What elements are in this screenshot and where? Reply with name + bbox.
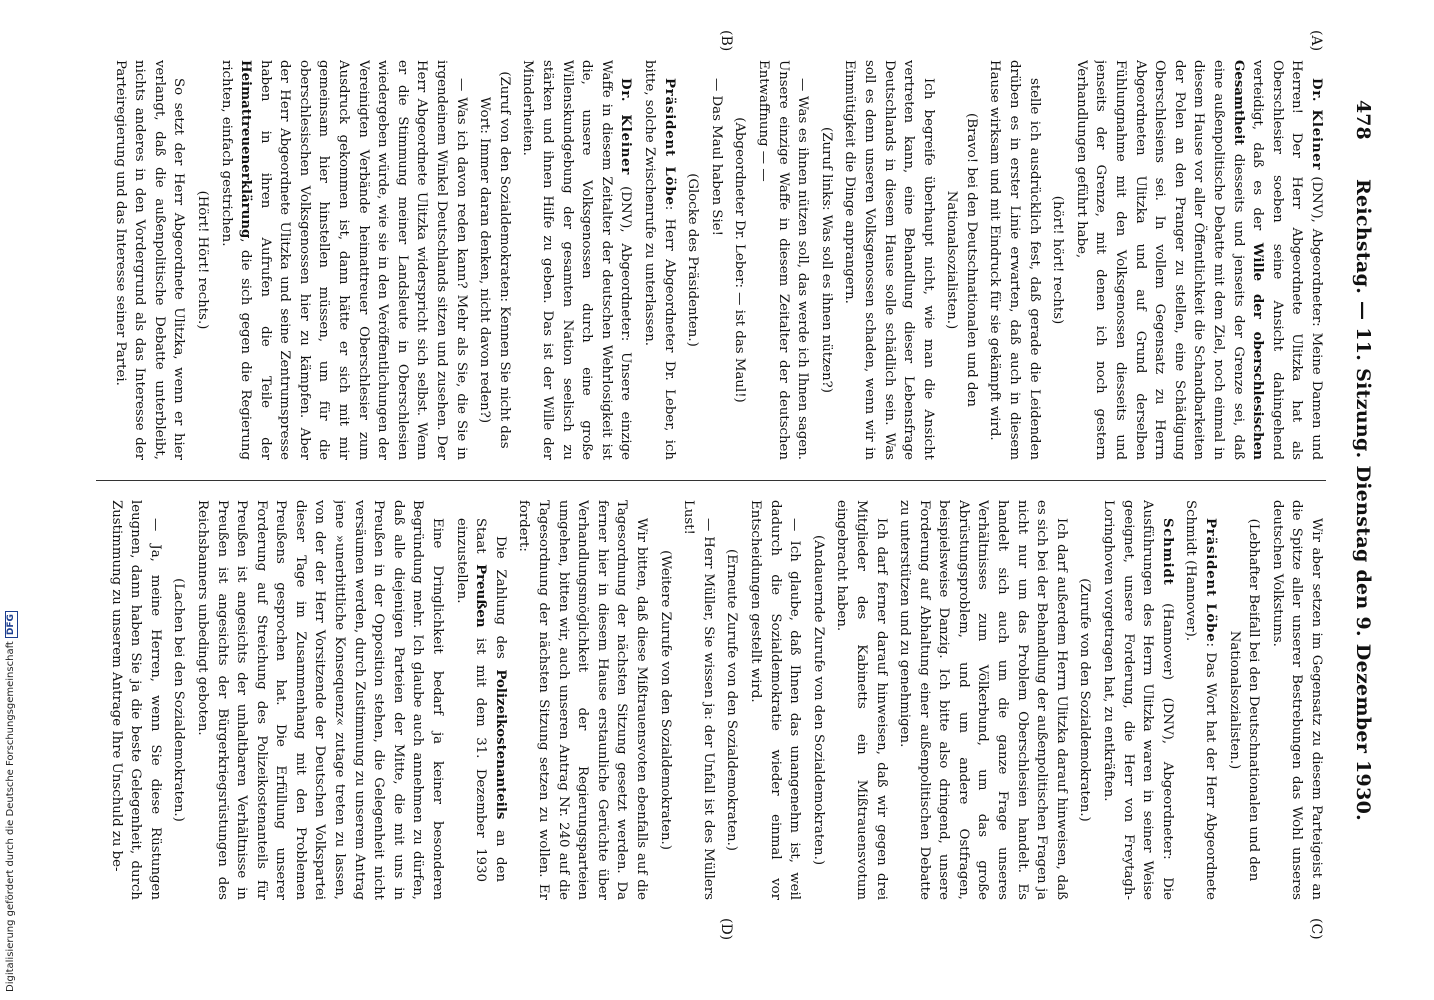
paragraph: Wir bitten, daß diese Mißtrauensvoten ebenfalls auf die Tagesordnung der nächsten Sitzung gesetzt werden. Da ferner hier in diesem Hause erstaunliche Gerüchte über Verhandlungsmöglichkeit der Regierungsparteien umgehen, bitten wir, auch unseren Antrag Nr. 240 auf die Tagesordnung der nächsten Sitzung setzen zu wollen. Er fordert:	[516, 500, 649, 900]
interjection: (Weitere Zurufe von den Sozialdemokraten.)	[657, 550, 673, 850]
paragraph: — Herr Müller, Sie wissen ja: der Unfall ist des Müllers Lust!	[681, 500, 716, 900]
paragraph: Ich darf ferner darauf hinweisen, daß wir gegen drei Mitglieder des Kabinetts ein Mißtrauensvotum eingebracht haben.	[834, 500, 889, 900]
speaker-name: Präsident Löbe	[661, 78, 677, 206]
right-column	[66, 500, 1326, 900]
paragraph-text: , die sich gegen die Regierung richten, einfach gestrichen.	[218, 60, 254, 460]
paragraph	[1098, 500, 1176, 900]
paragraph-text: : Herr Abgeordneter Dr. Leber, ich bitte, solche Zwischenrufe zu unterlassen.	[642, 60, 677, 460]
interjection: (Lebhafter Beifall bei den Deutschnationalen und den Nationalsozialisten.)	[1226, 518, 1262, 882]
paragraph-text: ist mit dem 31. Dezember 1930 einzustellen.	[453, 518, 489, 882]
paragraph-text: diesseits und jenseits der Grenze sei, daß eine außenpolitische Debatte mit dem Ziel, noch einmal in diesem Hause vor aller Öffentlichkeit die Schandbarkeiten der Polen an den Pranger zu stellen, eine Schädigung Oberschlesiens sei. In vollem Gegensatz zu Herrn Abgeordneten Ulitzka und auf Grund derselben Fühlungnahme mit den Volksgenossen diesseits und jenseits der Grenze, mit denen ich noch gestern Verhandlungen geführt habe,	[1073, 60, 1246, 460]
paragraph: — Ja, meine Herren, wenn Sie diese Rüstungen leugnen, dann haben Sie ja die beste Gelegenheit, durch Zustimmung zu unserem Antrage Ihre Unschuld zu be-	[108, 500, 163, 900]
interjection: (Erneute Zurufe von den Sozialdemokraten.)	[724, 549, 740, 851]
margin-mark-b: (B)	[718, 30, 734, 52]
paragraph-text: (DNV), Abgeordneter: Unsere einzige Waffe in diesem Zeitalter der deutschen Wehrlosigkeit ist die, unsere Volksgenossen durch eine große Willenskundgebung der gesamten Nation seelisch zu stärken und ihnen Hilfe zu geben. Das ist der Wille der Minderheiten.	[520, 60, 634, 460]
interjection: (Andauernde Zurufe von den Sozialdemokraten.)	[810, 534, 826, 866]
speaker-name: Schmidt	[1159, 518, 1175, 586]
paragraph-text: Die Zahlung des	[492, 536, 508, 670]
interjection: (Hört! Hört! rechts.)	[194, 190, 210, 330]
digitization-credit	[4, 592, 18, 992]
margin-mark-a: (A)	[1308, 30, 1324, 52]
speaker-name: Präsident Löbe	[1203, 518, 1219, 643]
paragraph: Ich darf außerdem Herrn Ulitzka darauf hinweisen, daß es sich bei der Behandlung der außenpolitischen Fragen ja nicht nur um das Problem Oberschlesien handelt. Es handelt sich auch um die ganze Frage unseres Verhältnisses zum Völkerbund, um das große Abrüstungsproblem, und um andere Ostfragen, beispielsweise Danzig. Ich bitte also dringend, unsere Forderung auf Abhaltung einer außenpolitischen Debatte zu unterstützen und zu genehmigen.	[897, 500, 1069, 900]
paragraph-text: : Das Wort hat der Herr Abgeordnete Schmidt (Hannover).	[1183, 500, 1219, 900]
paragraph-text: an den Staat	[473, 518, 508, 883]
paragraph: Ich begreife überhaupt nicht, wie man die Ansicht vertreten kann, eine Behandlung dieser Lebensfrage Deutschlands in diesem Hause solle schädlich sein. Was soll es denn unseren Volksgenossen schaden, wenn wir in Einmütigkeit die Dinge anprangern.	[842, 60, 936, 460]
paragraph	[518, 60, 636, 460]
interjection: (Abgeordneter Dr. Leber: — ist das Maul!)	[732, 117, 748, 403]
interjection: (Zurufe von den Sozialdemokraten.)	[1077, 578, 1093, 822]
paragraph	[1071, 60, 1326, 460]
motion-text	[451, 518, 510, 882]
paragraph	[1181, 500, 1220, 900]
speaker-name: Dr. Kleiner	[618, 78, 634, 176]
interjection: (Zuruf links: Was soll es ihnen nützen?)	[818, 127, 834, 393]
interjection: (Lachen bei den Sozialdemokraten.)	[171, 578, 187, 822]
paragraph	[216, 60, 471, 460]
column-divider	[96, 480, 1326, 481]
paragraph-text: (Hannover) (DNV), Abgeordneter: Die Ausführungen des Herrn Ulitzka waren in seiner Weise geeignet, unsere Forderung, die Herr von Freytagh-Loringhoven vorgetragen hat, zu entkräften.	[1101, 500, 1175, 900]
page-header	[1348, 100, 1374, 900]
interjection: (Zuruf von den Sozialdemokraten: Kennen Sie nicht das Wort: Immer daran denken, nicht davon reden?)	[477, 71, 512, 449]
dfg-logo: DFG	[5, 611, 18, 638]
interjection: (Glocke des Präsidenten.)	[685, 173, 701, 347]
left-column	[66, 60, 1326, 460]
paragraph: So setzt der Herr Abgeordnete Ulitzka, wenn er hier verlangt, daß die außenpolitische Debatte unterbleibt, nichts anderes in den Vordergrund als das Interesse der Parteiregierung und das Interesse seiner Partei.	[112, 60, 187, 460]
emphasis-text: Polizeikostenanteils	[492, 669, 508, 820]
speaker-name: Dr. Kleiner	[1309, 78, 1324, 171]
page-title: Reichstag. — 11. Sitzung. Dienstag den 9. Dezember 1930.	[1352, 178, 1374, 822]
page-number: 478	[1352, 100, 1374, 140]
margin-mark-d: (D)	[718, 918, 734, 941]
paragraph: stelle ich ausdrücklich fest, daß gerade die Leidenden drüben es in erster Linie erwarten, daß auch in diesem Hause wirksam und mit Eindruck für sie gekämpft wird.	[987, 60, 1042, 460]
paragraph: — Was es ihnen nützen soll, das werde ich Ihnen sagen. Unsere einzige Waffe in diesem Zeitalter der deutschen Entwaffnung — —	[755, 60, 811, 460]
paragraph: — Das Maul haben Sie!	[708, 78, 724, 236]
emphasis-text: Wille der oberschlesischen Gesamtheit	[1230, 60, 1266, 460]
paragraph-text: (DNV), Abgeordneter: Meine Damen und Herren! Der Herr Abgeordnete Ulitzka hat als Oberschlesier soeben seine Ansicht dahingehend verteidigt, daß es der	[1250, 60, 1324, 460]
emphasis-text: Heimattreuenerklärung	[238, 60, 254, 239]
credit-text: Digitalisierung gefördert durch die Deutsche Forschungsgemeinschaft	[5, 641, 16, 992]
interjection: (hört! hört! rechts)	[1050, 195, 1066, 325]
interjection: (Bravo! bei den Deutschnationalen und den Nationalsozialisten.)	[944, 113, 979, 407]
paragraph	[639, 60, 678, 460]
margin-mark-c: (C)	[1308, 918, 1324, 940]
emphasis-text: Preußen	[473, 564, 489, 628]
paragraph-text: — Was ich davon reden kann? Mehr als Sie, die Sie in irgendeinem Winkel Deutschlands sitzen und zusehen. Der Herr Abgeordnete Ulitzka widerspricht sich selbst. Wenn er die Stimmung meiner Landsleute in Oberschlesien wiedergeben würde, wie sie in den Veröffentlichungen der Vereinigten Verbände heimattreuer Oberschlesier zum Ausdruck gekommen ist, dann hätte er sich mit mir gemeinsam hier hinstellen müssen, um für die oberschlesischen Volksgenossen hier zu kämpfen. Aber der Herr Abgeordnete Ulitzka und seine Zentrumspresse haben in ihren Aufrufen die Teile der	[257, 60, 469, 460]
paragraph: Wir aber setzen im Gegensatz zu diesem Parteigeist an die Spitze aller unserer Bestrebungen das Wohl unseres deutschen Volkstums.	[1269, 500, 1324, 900]
paragraph: Eine Dringlichkeit bedarf ja keiner besonderen Begründung mehr. Ich glaube auch annehmen zu dürfen, daß alle diejenigen Parteien der Mitte, die mit uns in Preußen in der Opposition stehen, die Gelegenheit nicht versäumen werden, durch Zustimmung zu unserem Antrag jene »unerbittliche Konsequenz« zutage treten zu lassen, von der der Herr Vorsitzende der Deutschen Volkspartei dieser Tage im Zusammenhang mit den Problemen Preußens gesprochen hat. Die Erfüllung unserer Forderung auf Streichung des Polizeikostenanteils für Preußen ist angesichts der unhaltbaren Verhältnisse in Preußen ist angesichts der Bürgerkriegsrüstungen des Reichsbanners unbedingt geboten.	[194, 500, 446, 900]
paragraph: — Ich glaube, daß Ihnen das unangenehm ist, weil dadurch die Sozialdemokratie wieder einmal vor Entscheidungen gestellt wird.	[747, 500, 803, 900]
